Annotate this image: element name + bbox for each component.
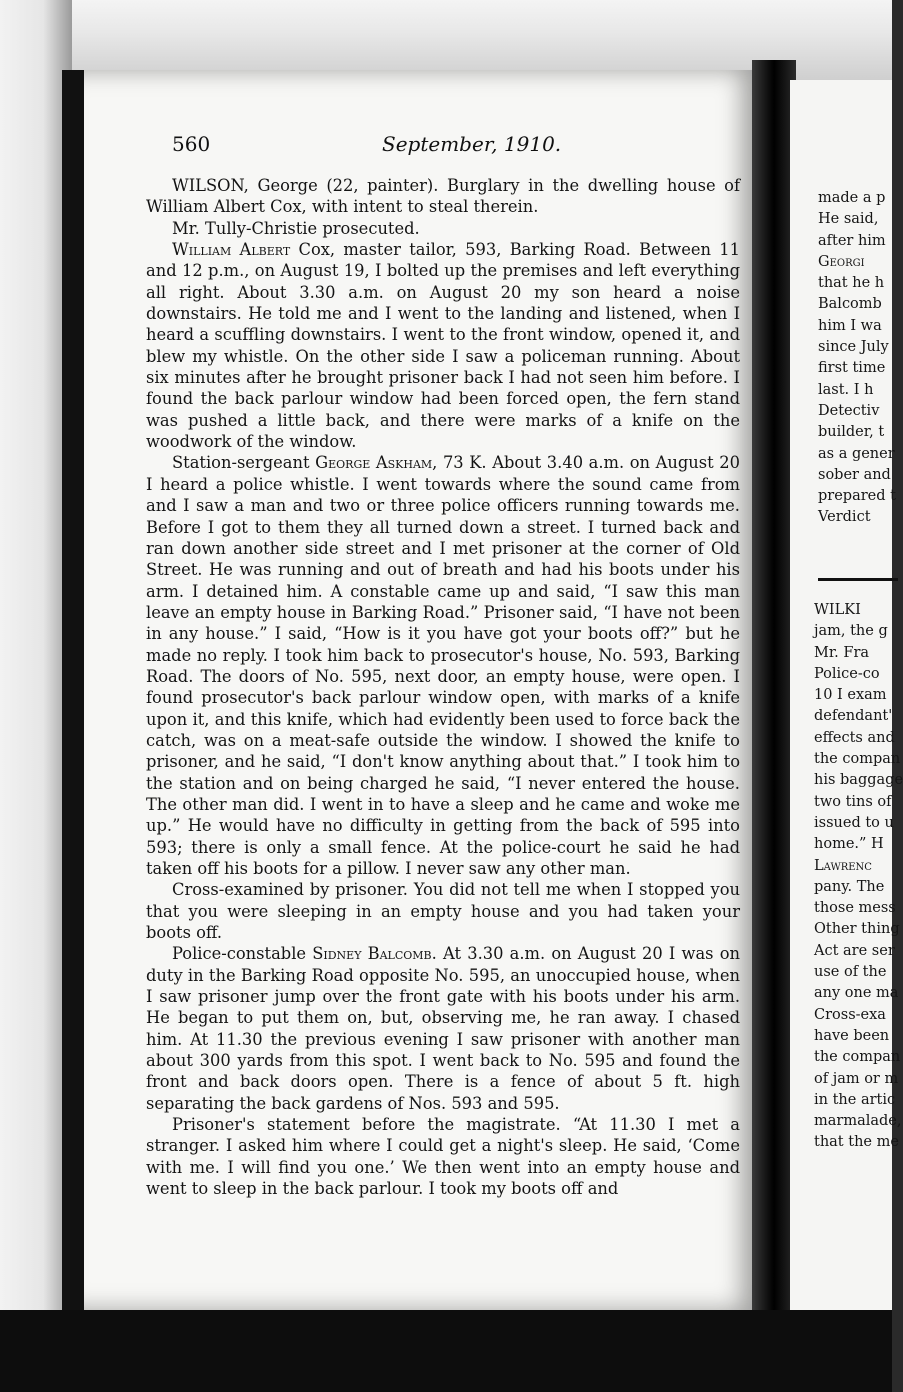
right-line: Mr. Fra bbox=[814, 644, 870, 661]
right-line: Cross-exa bbox=[814, 1006, 886, 1023]
right-page-lower-text bbox=[814, 600, 903, 1154]
running-head bbox=[172, 132, 692, 160]
testimony-cox: William Albert Cox, master tailor, 593, Barking Road. Between 11 and 12 p.m., on August 19, I bolted up the premises and left everything all right. About 3.30 a.m. on August 20 my son heard a noise downstairs. He told me and I went to the landing and listened, when I heard a scuffling downstairs. I went to the front window, opened it, and blew my whistle. On the other side I saw a policeman running. About six minutes after he brought prisoner back I had not seen him before. I found the back parlour window had been forced open, the fern stand was pushed a little back, and there were marks of a knife on the woodwork of the window. bbox=[146, 240, 741, 452]
right-line: prepared t bbox=[818, 488, 896, 505]
right-line: have been bbox=[814, 1027, 890, 1044]
page-number: 560 bbox=[172, 132, 211, 156]
right-line: any one ma bbox=[814, 985, 899, 1002]
right-line: two tins of bbox=[814, 793, 892, 810]
right-line: builder, t bbox=[818, 424, 885, 441]
right-line: Balcomb bbox=[818, 296, 882, 313]
right-line: made a p bbox=[818, 190, 886, 206]
witness-name: William Albert bbox=[172, 240, 291, 260]
trial-text bbox=[146, 175, 740, 1200]
right-line: in the artic bbox=[814, 1091, 896, 1108]
section-divider-rule bbox=[818, 578, 898, 581]
right-line: Georgi bbox=[818, 253, 865, 270]
right-line: jam, the g bbox=[814, 623, 888, 640]
right-line: sober and bbox=[818, 466, 891, 483]
right-line: Police-co bbox=[814, 665, 880, 682]
scan-background-bottom bbox=[0, 1310, 892, 1392]
right-line: since July bbox=[818, 339, 889, 356]
right-line: Act are ser bbox=[814, 942, 895, 959]
right-line: the compan bbox=[814, 751, 901, 768]
book-edge-shadow bbox=[62, 70, 84, 1392]
right-line: defendant' bbox=[814, 708, 893, 725]
right-line: him I wa bbox=[818, 317, 882, 334]
right-line: WILKI bbox=[814, 602, 861, 618]
right-line: that the me bbox=[814, 1134, 899, 1151]
right-line: of jam or m bbox=[814, 1070, 899, 1087]
right-line: those mess bbox=[814, 900, 896, 917]
testimony-balcomb: Police-constable Sidney Balcomb. At 3.30 a.m. on August 20 I was on duty in the Barking Road opposite No. 595, an unoccupied house, when I saw prisoner jump over the front gate with his boots under his arm. He began to put them on, but, observing me, he ran away. I chased him. At 11.30 the previous evening I saw prisoner with another man about 300 yards from this spot. I went back to No. 595 and found the front and back doors open. There is a fence of about 5 ft. high separating the back gardens of Nos. 593 and 595. bbox=[146, 944, 741, 1113]
right-line: his baggage bbox=[814, 772, 903, 789]
witness-name: George Askham bbox=[315, 453, 433, 473]
witness-name: Sidney Balcomb bbox=[312, 944, 432, 964]
right-line: Verdict bbox=[818, 509, 871, 526]
right-line: Other thing bbox=[814, 921, 900, 938]
right-line: use of the bbox=[814, 964, 887, 981]
prosecution-counsel-paragraph: Mr. Tully-Christie prosecuted. bbox=[172, 218, 420, 238]
right-line: as a gener bbox=[818, 445, 895, 462]
right-line: last. I h bbox=[818, 381, 874, 398]
right-line: issued to u bbox=[814, 814, 894, 831]
right-line: Detectiv bbox=[818, 402, 880, 419]
right-page-upper-text bbox=[818, 188, 898, 529]
right-line: 10 I exam bbox=[814, 687, 887, 704]
right-line: that he h bbox=[818, 275, 885, 292]
right-line: effects and bbox=[814, 729, 895, 746]
right-line: first time bbox=[818, 360, 886, 377]
testimony-askham: Station-sergeant George Askham, 73 K. About 3.40 a.m. on August 20 I heard a police whistle. I went towards where the sound came from and I saw a man and two or three police officers running towards me. Before I got to them they all turned down a street. I turned back and ran down another side street and I met prisoner at the corner of Old Street. He was running and out of breath and had his boots under his arm. I detained him. A constable came up and said, “I saw this man leave an empty house in Barking Road.” Prisoner said, “I have not been in any house.” I said, “How is it you have got your boots off?” but he made no reply. I took him back to prosecutor's house, No. 593, Barking Road. The doors of No. 595, next door, an empty house, were open. I found prosecutor's back parlour window open, with marks of a knife upon it, and this knife, which had evidently been used to force back the catch, was on a meat-safe outside the window. I showed the knife to prisoner, and he said, “I don't know anything about that.” I took him to the station and on being charged he said, “I never entered the house. The other man did. I went in to have a sleep and he came and woke me up.” He would have no difficulty in getting from the back of 595 into 593; there is only a small fence. At the police-court he said he had taken off his boots for a pillow. I never saw any other man. bbox=[146, 453, 740, 878]
right-line: pany. The bbox=[814, 878, 885, 895]
right-line: the compan bbox=[814, 1049, 901, 1066]
cross-examination-paragraph: Cross-examined by prisoner. You did not tell me when I stopped you that you were sleeping in an empty house and you had taken your boots off. bbox=[146, 880, 740, 943]
case-heading-paragraph: WILSON, George (22, painter). Burglary in the dwelling house of William Albert Cox, with intent to steal therein. bbox=[146, 176, 740, 217]
right-line: marmalade, bbox=[814, 1113, 902, 1130]
right-line: home.” H bbox=[814, 836, 884, 853]
right-line: after him bbox=[818, 232, 886, 249]
right-line: He said, bbox=[818, 211, 879, 228]
prisoner-statement: Prisoner's statement before the magistrate. “At 11.30 I met a stranger. I asked him where I could get a night's sleep. He said, ‘Come with me. I will find you one.’ We then went into an empty house and went to sleep in the back parlour. I took my boots off and bbox=[146, 1115, 740, 1199]
running-head-date: September, 1910. bbox=[382, 132, 562, 156]
right-line: Lawrenc bbox=[814, 857, 872, 874]
